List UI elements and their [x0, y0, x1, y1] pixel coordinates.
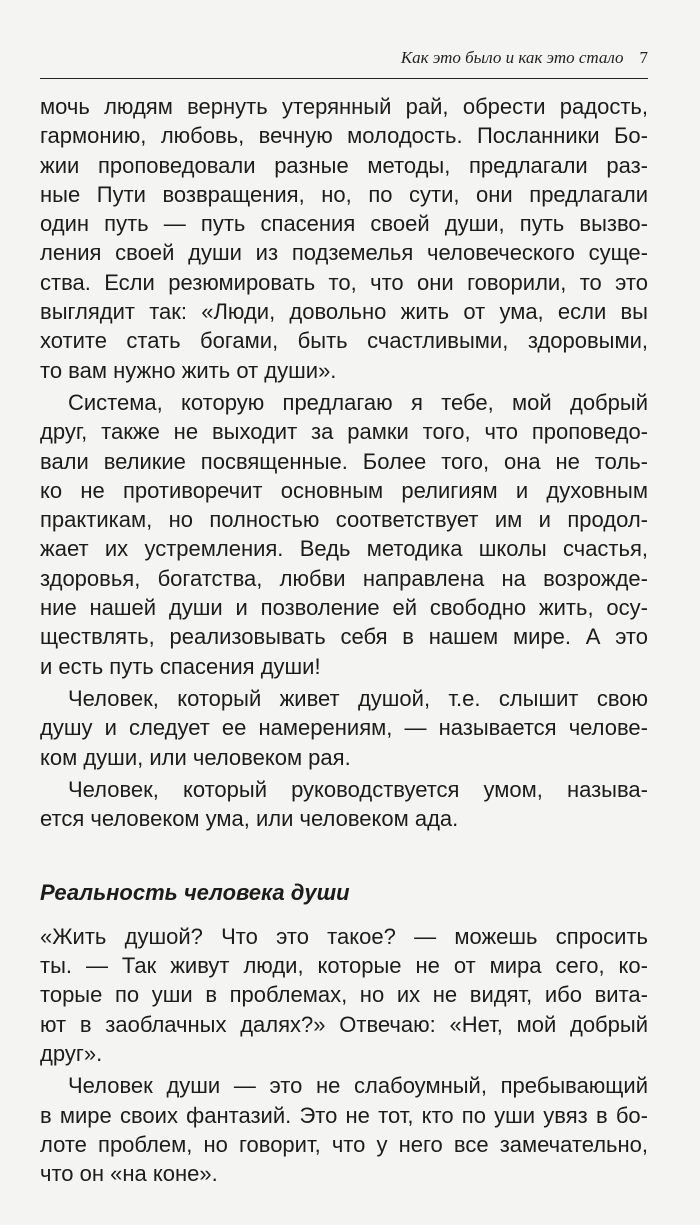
text-line: здоровья, богатства, любви направлена на возрожде-: [40, 565, 648, 591]
paragraph-4: [40, 775, 648, 834]
text-line: практикам, но полностью соответствует им и продол-: [40, 507, 648, 533]
running-header: [40, 48, 648, 68]
text-line: ления своей души из подземелья человеческого суще-: [40, 240, 648, 266]
text-line: ко не противоречит основным религиям и духовным: [40, 477, 648, 503]
text-line: Система, которую предлагаю я тебе, мой добрый: [68, 389, 648, 415]
text-line: ют в заоблачных далях?» Отвечаю: «Нет, мой добрый: [40, 1011, 648, 1037]
paragraph-3: [40, 684, 648, 772]
text-line: «Жить душой? Что это такое? — можешь спросить: [40, 923, 648, 949]
text-line: ществлять, реализовывать себя в нашем мире. А это: [40, 624, 648, 650]
text-line: ты. — Так живут люди, которые не от мира сего, ко-: [40, 953, 648, 979]
text-line: вали великие посвященные. Более того, она не толь-: [40, 448, 648, 474]
section-paragraph-1: [40, 922, 648, 1068]
text-line: ние нашей души и позволение ей свободно жить, осу-: [40, 595, 648, 621]
text-line: мочь людям вернуть утерянный рай, обрести радость,: [40, 94, 648, 119]
header-rule: [40, 78, 648, 79]
text-line: ком души, или человеком рая.: [40, 744, 351, 770]
running-title: Как это было и как это стало: [400, 48, 624, 67]
text-line: и есть путь спасения души!: [40, 653, 321, 679]
body-text: [40, 92, 648, 1188]
text-line: то вам нужно жить от души».: [40, 357, 337, 383]
paragraph-1: [40, 92, 648, 385]
paragraph-2: [40, 388, 648, 681]
section-heading: Реальность человека души: [40, 880, 350, 906]
text-line: что он «на коне».: [40, 1161, 218, 1187]
text-line: ные Пути возвращения, но, по сути, они предлагали: [40, 181, 648, 207]
section-paragraph-2: [40, 1071, 648, 1188]
text-line: жает их устремления. Ведь методика школы счастья,: [40, 536, 648, 562]
text-line: гармонию, любовь, вечную молодость. Посланники Бо-: [40, 123, 648, 149]
text-line: Человек, который живет душой, т.е. слышит свою: [68, 685, 648, 711]
text-line: торые по уши в проблемах, но их не видят, ибо вита-: [40, 982, 648, 1008]
text-line: хотите стать богами, быть счастливыми, здоровыми,: [40, 328, 648, 354]
page-number: 7: [639, 48, 648, 67]
text-line: Человек, который руководствуется умом, называ-: [68, 776, 648, 802]
text-line: лоте проблем, но говорит, что у него все замечательно,: [40, 1131, 648, 1157]
text-line: один путь — путь спасения своей души, путь вызво-: [40, 211, 648, 237]
text-line: в мире своих фантазий. Это не тот, кто по уши увяз в бо-: [40, 1102, 648, 1128]
text-line: Человек души — это не слабоумный, пребывающий: [68, 1073, 648, 1099]
text-line: друг».: [40, 1040, 103, 1066]
text-line: ется человеком ума, или человеком ада.: [40, 806, 459, 832]
text-line: выглядит так: «Люди, довольно жить от ума, если вы: [40, 299, 648, 325]
text-line: душу и следует ее намерениям, — называется челове-: [40, 715, 648, 741]
text-line: ства. Если резюмировать то, что они говорили, то это: [40, 269, 648, 295]
text-line: жии проповедовали разные методы, предлагали раз-: [40, 152, 648, 178]
text-line: друг, также не выходит за рамки того, что проповедо-: [40, 419, 648, 445]
